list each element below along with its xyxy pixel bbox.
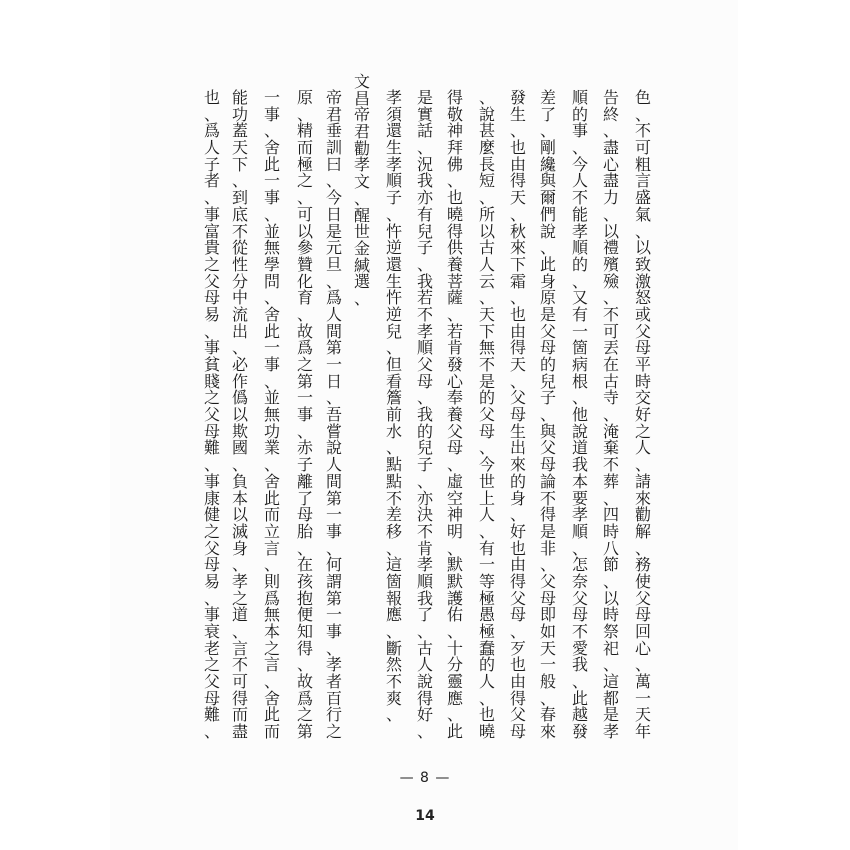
- text-column: 差 了 、 剛 纔 與 爾 們 說 、 此 身 原 是 父 母 的 兒 子 、 與 父 母 論 不 得 是 非 、 父 母 即 如 天 一 般 、 春 來: [539, 88, 556, 742]
- text-column: 帝 君 垂 訓 曰 、 今 日 是 元 旦 、 爲 人 間 第 一 日 、 吾 嘗 說 人 間 第 一 事 、 何 謂 第 一 事 、 孝 者 百 行 之: [325, 88, 342, 742]
- text-column: 、 說 甚 麼 長 短 、 所 以 古 人 云 、 天 下 無 不 是 的 父 母 、 今 世 上 人 、 有 一 等 極 愚 極 蠢 的 人 、 也 曉: [478, 88, 495, 742]
- text-column: 得 敬 神 拜 佛 、 也 曉 得 供 養 菩 薩 、 若 肯 發 心 奉 養 父 母 、 虛 空 神 明 、 默 默 護 佑 、 十 分 靈 應 、 此: [446, 88, 463, 742]
- text-column: 順 的 事 、 今 人 不 能 孝 順 的 、 又 有 一 箇 病 根 、 他 說 道 我 本 要 孝 順 、 怎 奈 父 母 不 愛 我 、 此 越 發: [571, 88, 588, 742]
- text-column: 色 、 不 可 粗 言 盛 氣 、 以 致 激 怒 或 父 母 平 時 交 好 之 人 、 請 來 勸 解 、 務 使 父 母 回 心 、 萬 一 天 年: [634, 88, 651, 742]
- text-column: 原 、 精 而 極 之 、 可 以 參 贊 化 育 、 故 爲 之 第 一 事 、 赤 子 離 了 母 胎 、 在 孩 抱 便 知 得 、 故 爲 之 第: [296, 88, 313, 742]
- text-column: 一 事 、 舍 此 一 事 、 並 無 學 問 、 舍 此 一 事 、 並 無 功 業 、 舍 此 而 立 言 、 則 爲 無 本 之 言 、 舍 此 而: [263, 88, 280, 742]
- text-column: 是 實 話 、 況 我 亦 有 兒 子 、 我 若 不 孝 順 父 母 、 我 的 兒 子 、 亦 決 不 肯 孝 順 我 了 、 古 人 說 得 好 、: [416, 88, 433, 742]
- text-column: 能 功 蓋 天 下 、 到 底 不 從 性 分 中 流 出 、 必 作 僞 以 欺 國 、 負 本 以 滅 身 、 孝 之 道 、 言 不 可 得 而 盡: [231, 88, 248, 742]
- text-column: 也 、 爲 人 子 者 、 事 富 貴 之 父 母 易 、 事 貧 賤 之 父 母 難 、 事 康 健 之 父 母 易 、 事 衰 老 之 父 母 難 、: [203, 88, 220, 742]
- text-column: 孝 須 還 生 孝 順 子 、 忤 逆 還 生 忤 逆 兒 、 但 看 簷 前 水 、 點 點 不 差 移 、 這 箇 報 應 、 斷 然 不 爽 、: [385, 88, 402, 725]
- text-column: 發 生 、 也 由 得 天 、 秋 來 下 霜 、 也 由 得 天 、 父 母 生 出 來 的 身 、 好 也 由 得 父 母 、 歹 也 由 得 父 母: [509, 88, 526, 742]
- section-title-column: 文 昌 帝 君 勸 孝 文 、 醒 世 金 緘 選 、: [353, 72, 370, 308]
- printed-page-number: — 8 —: [399, 770, 451, 786]
- scan-page-number: 14: [415, 808, 435, 824]
- text-column: 告 終 、 盡 心 盡 力 、 以 禮 殯 殮 、 不 可 丟 在 古 寺 、 淹 棄 不 葬 、 四 時 八 節 、 以 時 祭 祀 、 這 都 是 孝: [602, 88, 619, 742]
